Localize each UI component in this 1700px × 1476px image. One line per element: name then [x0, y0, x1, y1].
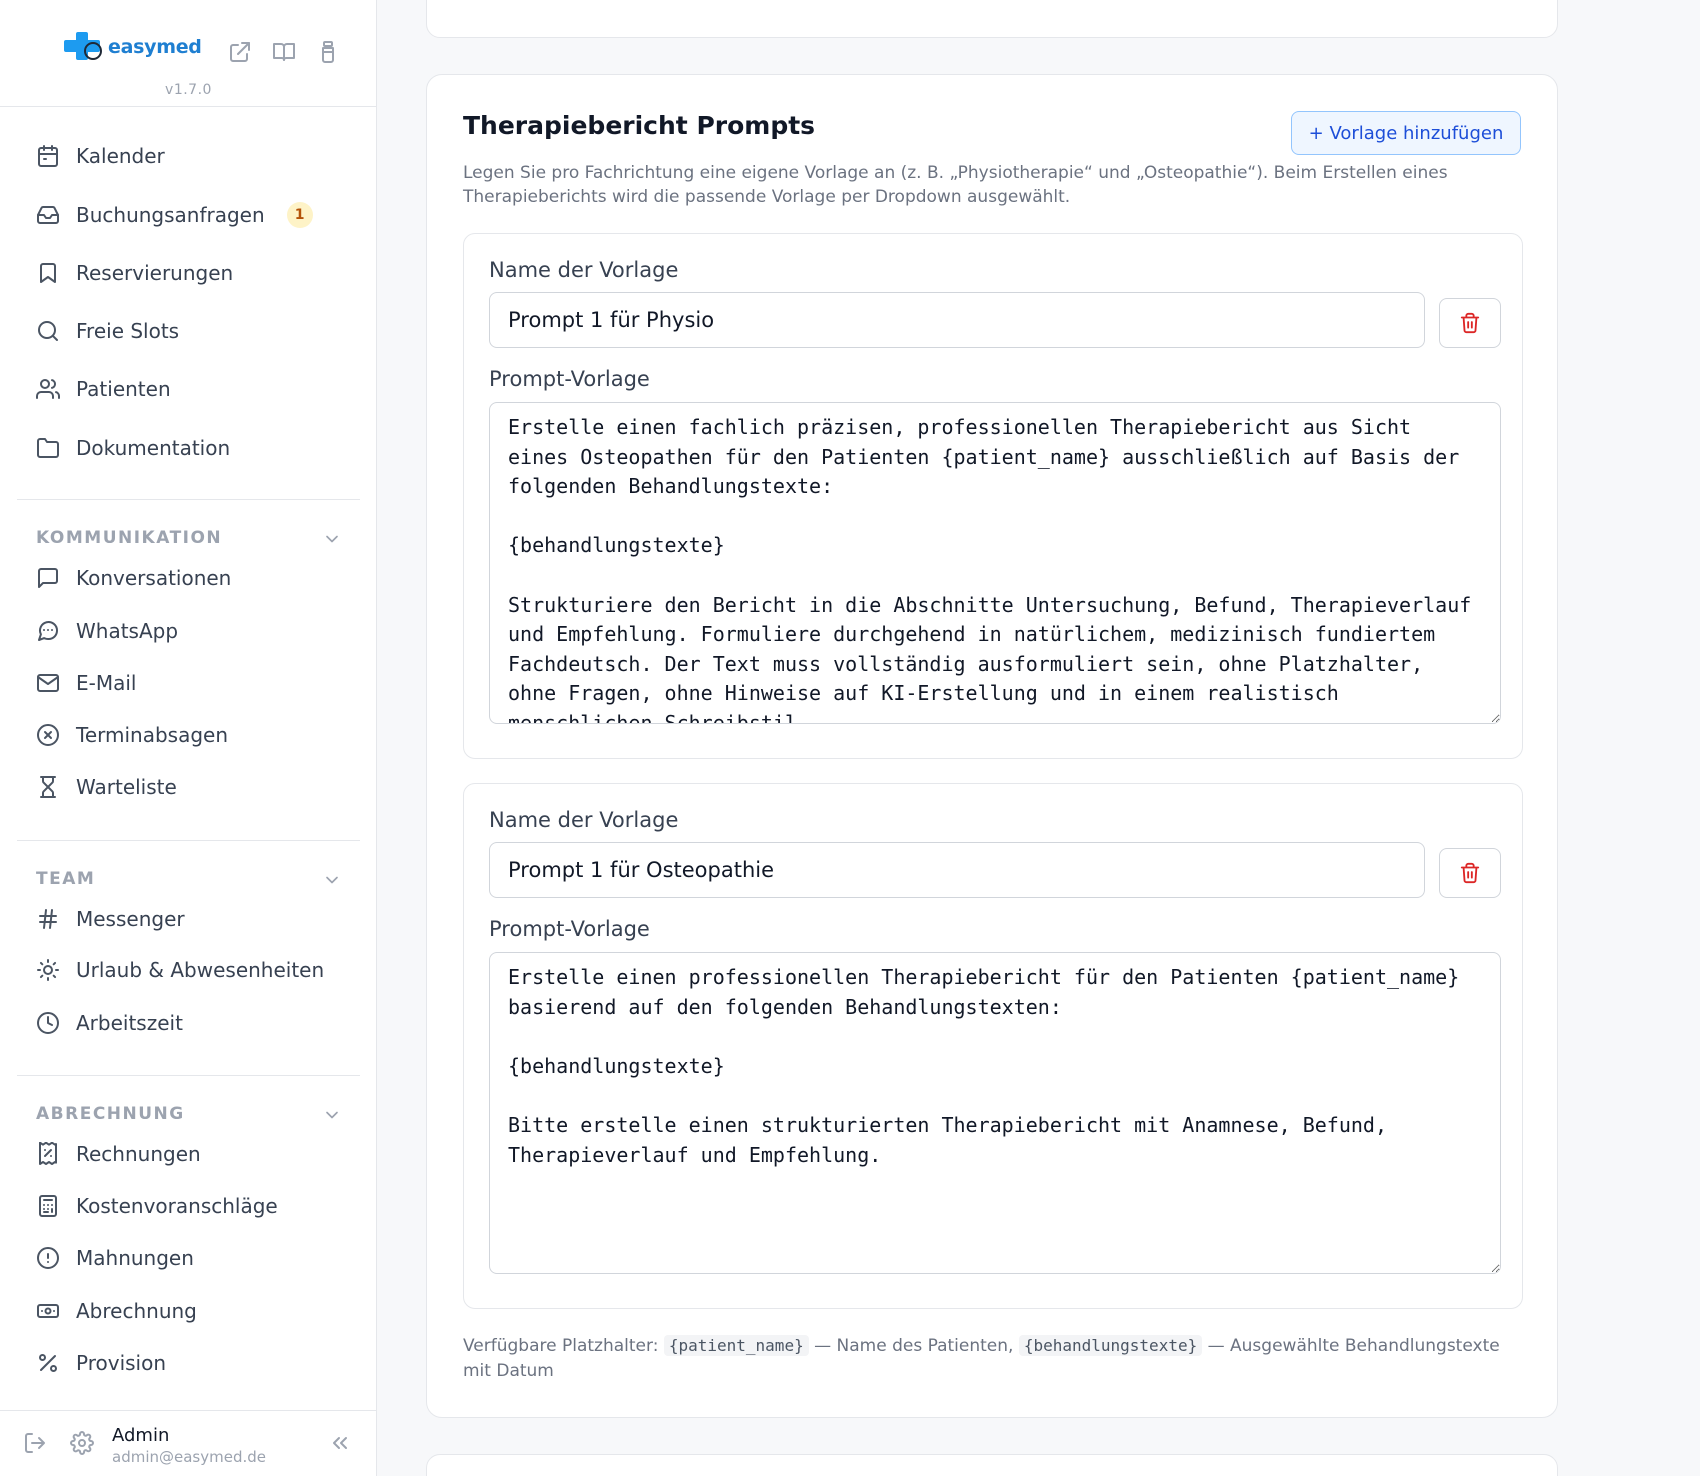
placeholder-code: {behandlungstexte} [1019, 1335, 1202, 1356]
chat-icon [36, 566, 60, 590]
calendar-icon [36, 144, 60, 168]
book-open-icon[interactable] [272, 40, 296, 64]
placeholder-code: {patient_name} [664, 1335, 809, 1356]
section-title-team[interactable]: TEAM [36, 869, 96, 889]
prompt-label: Prompt-Vorlage [489, 917, 650, 941]
trash-icon [1459, 862, 1481, 884]
user-name: Admin [112, 1425, 170, 1446]
sidebar-footer [0, 1410, 377, 1476]
chevron-down-icon[interactable] [322, 529, 342, 549]
sidebar-item-messenger[interactable] [36, 904, 185, 934]
sidebar-item-buchungsanfragen[interactable] [36, 200, 313, 230]
divider [0, 106, 377, 107]
sidebar-item-label: Arbeitszeit [76, 1011, 183, 1035]
x-circle-icon [36, 723, 60, 747]
sidebar-item-label: Terminabsagen [76, 723, 229, 747]
placeholder-prefix: Verfügbare Platzhalter: [463, 1336, 659, 1356]
clock-icon [36, 1011, 60, 1035]
users-icon [36, 377, 60, 401]
banknote-icon [36, 1299, 60, 1323]
top-actions [228, 40, 340, 64]
template-name-label: Name der Vorlage [489, 808, 679, 832]
placeholder-help [463, 1333, 1523, 1384]
app-version: v1.7.0 [165, 82, 212, 98]
sidebar-item-freie-slots[interactable] [36, 316, 179, 346]
bottle-icon[interactable] [316, 40, 340, 64]
delete-template-button[interactable] [1439, 848, 1501, 898]
delete-template-button[interactable] [1439, 298, 1501, 348]
hourglass-icon [36, 775, 60, 799]
receipt-icon [36, 1142, 60, 1166]
sidebar-item-whatsapp[interactable] [36, 616, 178, 646]
card-description: Legen Sie pro Fachrichtung eine eigene Vorlage an (z. B. „Physiotherapie“ und „Osteopathie“). Beim Erstellen eines Therapieberichts wird die passende Vorlage per Dropdown ausgewählt. [463, 163, 1448, 207]
previous-card [426, 0, 1558, 38]
placeholder-description: — Ausgewählte Behandlungstexte mit Datum [463, 1336, 1500, 1381]
section-title-abrechnung[interactable]: ABRECHNUNG [36, 1104, 185, 1124]
sidebar-item-label: WhatsApp [76, 619, 179, 643]
sidebar-item-label: E-Mail [76, 671, 137, 695]
sidebar-item-label: Patienten [76, 377, 171, 401]
sidebar-item-label: Warteliste [76, 775, 177, 799]
sidebar-item-terminabsagen[interactable] [36, 720, 228, 750]
sidebar-item-label: Mahnungen [76, 1246, 194, 1270]
template-name-input[interactable] [489, 842, 1425, 898]
divider [17, 499, 360, 500]
sidebar-item-dokumentation[interactable] [36, 433, 230, 463]
divider [17, 1075, 360, 1076]
sidebar-item-reservierungen[interactable] [36, 258, 233, 288]
sidebar-item-label: Dokumentation [76, 436, 231, 460]
add-template-button[interactable]: + Vorlage hinzufügen [1291, 111, 1521, 155]
sidebar-item-label: Kalender [76, 144, 165, 168]
sidebar-item-mahnungen[interactable] [36, 1243, 194, 1273]
sidebar-item-label: Buchungsanfragen [76, 203, 265, 227]
template-name-input[interactable] [489, 292, 1425, 348]
prompt-textarea[interactable] [489, 402, 1501, 724]
sidebar-item-label: Konversationen [76, 566, 232, 590]
sidebar-item-patienten[interactable] [36, 374, 171, 404]
whatsapp-icon [36, 619, 60, 643]
chevron-down-icon[interactable] [322, 870, 342, 890]
percent-icon [36, 1351, 60, 1375]
gear-icon[interactable] [70, 1431, 94, 1455]
mail-icon [36, 671, 60, 695]
brand-name: easymed [108, 36, 202, 58]
search-icon [36, 319, 60, 343]
sidebar-item-provision[interactable] [36, 1348, 166, 1378]
sidebar-item-label: Kostenvoranschläge [76, 1194, 278, 1218]
prompt-label: Prompt-Vorlage [489, 367, 650, 391]
sidebar-item-label: Freie Slots [76, 319, 180, 343]
user-email: admin@easymed.de [112, 1448, 266, 1466]
sidebar-item-rechnungen[interactable] [36, 1139, 201, 1169]
next-card [426, 1454, 1558, 1476]
count-badge: 1 [287, 202, 313, 228]
sidebar-item-urlaub[interactable] [36, 955, 324, 985]
sidebar-item-arbeitszeit[interactable] [36, 1008, 183, 1038]
sidebar-item-abrechnung[interactable] [36, 1296, 197, 1326]
sidebar-item-label: Reservierungen [76, 261, 234, 285]
prompt-textarea[interactable] [489, 952, 1501, 1274]
brand-logo[interactable] [62, 30, 202, 64]
sidebar-item-warteliste[interactable] [36, 772, 177, 802]
external-link-icon[interactable] [228, 40, 252, 64]
alert-circle-icon [36, 1246, 60, 1270]
sidebar-item-kalender[interactable] [36, 141, 165, 171]
template-name-label: Name der Vorlage [489, 258, 679, 282]
sidebar-item-kostenvoranschlaege[interactable] [36, 1191, 278, 1221]
folder-icon [36, 436, 60, 460]
logo-icon [62, 30, 104, 64]
divider [17, 840, 360, 841]
logout-icon[interactable] [23, 1431, 47, 1455]
sidebar-item-label: Rechnungen [76, 1142, 201, 1166]
sidebar [0, 0, 377, 1476]
bookmark-icon [36, 261, 60, 285]
placeholder-description: — Name des Patienten, [814, 1336, 1014, 1356]
sidebar-item-label: Abrechnung [76, 1299, 197, 1323]
sidebar-item-label: Urlaub & Abwesenheiten [76, 958, 325, 982]
sidebar-item-konversationen[interactable] [36, 563, 231, 593]
therapy-report-prompts-card [426, 74, 1558, 1418]
section-title-kommunikation[interactable]: KOMMUNIKATION [36, 528, 223, 548]
template-card [463, 233, 1523, 759]
sidebar-item-label: Messenger [76, 907, 185, 931]
chevron-down-icon[interactable] [322, 1105, 342, 1125]
trash-icon [1459, 312, 1481, 334]
collapse-sidebar-icon[interactable] [328, 1431, 352, 1455]
calculator-icon [36, 1194, 60, 1218]
inbox-icon [36, 203, 60, 227]
hash-icon [36, 907, 60, 931]
sidebar-item-label: Provision [76, 1351, 167, 1375]
card-title: Therapiebericht Prompts [463, 111, 816, 140]
sun-icon [36, 958, 60, 982]
template-card [463, 783, 1523, 1309]
sidebar-item-e-mail[interactable] [36, 668, 136, 698]
